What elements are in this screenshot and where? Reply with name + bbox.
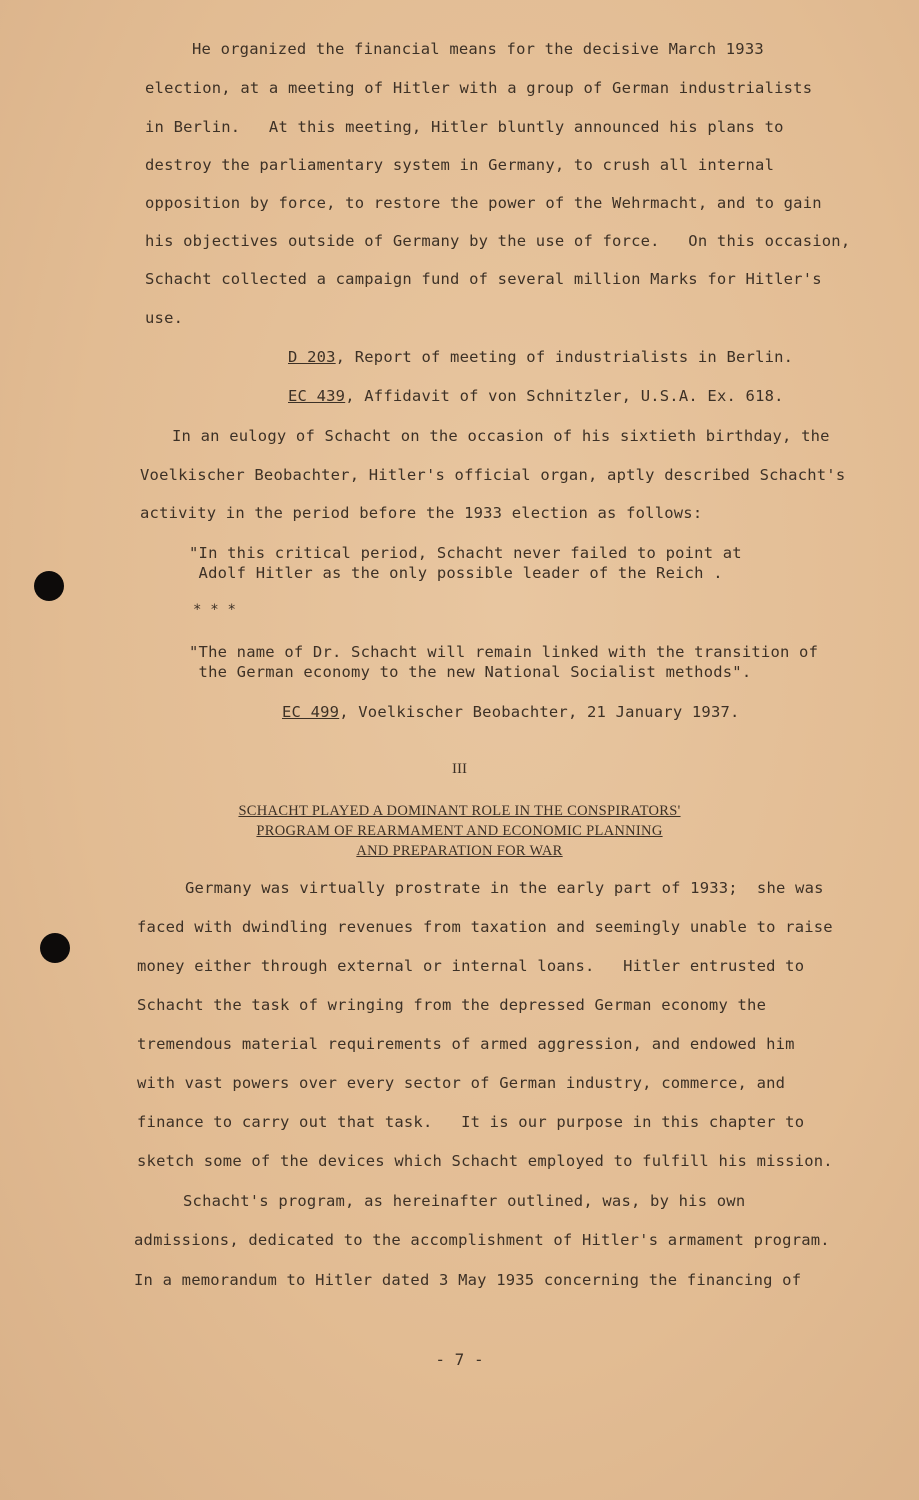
- body-text-line: election, at a meeting of Hitler with a group of German industrialists: [145, 79, 813, 97]
- quote-line: the German economy to the new National Socialist methods".: [189, 663, 752, 681]
- body-text-line: activity in the period before the 1933 election as follows:: [140, 504, 703, 522]
- body-text-line: Germany was virtually prostrate in the early part of 1933; she was: [185, 879, 824, 897]
- citation-text: , Voelkischer Beobachter, 21 January 1937.: [339, 703, 740, 721]
- body-text-line: destroy the parliamentary system in Germany, to crush all internal: [145, 156, 775, 174]
- citation: [282, 703, 740, 721]
- body-text-line: admissions, dedicated to the accomplishment of Hitler's armament program.: [134, 1231, 830, 1249]
- body-text-line: in Berlin. At this meeting, Hitler bluntly announced his plans to: [145, 118, 784, 136]
- citation-ref: D 203: [288, 348, 336, 366]
- citation: [288, 387, 784, 405]
- section-heading-line: AND PREPARATION FOR WAR: [356, 843, 563, 859]
- citation-ref: EC 499: [282, 703, 340, 721]
- body-text-line: In an eulogy of Schacht on the occasion of his sixtieth birthday, the: [172, 427, 830, 445]
- punch-hole: [40, 933, 70, 963]
- body-text-line: Schacht collected a campaign fund of several million Marks for Hitler's: [145, 270, 822, 288]
- body-text-line: finance to carry out that task. It is our purpose in this chapter to: [137, 1113, 805, 1131]
- punch-hole: [34, 571, 64, 601]
- body-text-line: sketch some of the devices which Schacht employed to fulfill his mission.: [137, 1152, 833, 1170]
- body-text-line: tremendous material requirements of armed aggression, and endowed him: [137, 1035, 795, 1053]
- citation: [288, 348, 793, 366]
- section-heading-line: SCHACHT PLAYED A DOMINANT ROLE IN THE CONSPIRATORS': [238, 803, 681, 819]
- quote-line: "In this critical period, Schacht never failed to point at: [189, 544, 742, 562]
- page-number: - 7 -: [435, 1350, 484, 1369]
- body-text-line: Voelkischer Beobachter, Hitler's official organ, aptly described Schacht's: [140, 466, 846, 484]
- citation-ref: EC 439: [288, 387, 346, 405]
- body-text-line: Schacht the task of wringing from the depressed German economy the: [137, 996, 767, 1014]
- section-number: III: [452, 761, 467, 777]
- citation-text: , Affidavit of von Schnitzler, U.S.A. Ex. 618.: [345, 387, 784, 405]
- body-text-line: He organized the financial means for the decisive March 1933: [192, 40, 764, 58]
- citation-text: , Report of meeting of industrialists in Berlin.: [335, 348, 794, 366]
- body-text-line: opposition by force, to restore the power of the Wehrmacht, and to gain: [145, 194, 822, 212]
- body-text-line: use.: [145, 309, 184, 327]
- section-heading-line: PROGRAM OF REARMAMENT AND ECONOMIC PLANNING: [256, 823, 663, 839]
- quote-line: "The name of Dr. Schacht will remain linked with the transition of: [189, 643, 819, 661]
- body-text-line: Schacht's program, as hereinafter outlined, was, by his own: [183, 1192, 746, 1210]
- body-text-line: with vast powers over every sector of German industry, commerce, and: [137, 1074, 786, 1092]
- quote-line: Adolf Hitler as the only possible leader of the Reich .: [189, 564, 723, 582]
- asterisk-separator: * * *: [193, 602, 237, 618]
- body-text-line: faced with dwindling revenues from taxation and seemingly unable to raise: [137, 918, 833, 936]
- body-text-line: his objectives outside of Germany by the use of force. On this occasion,: [145, 232, 851, 250]
- body-text-line: In a memorandum to Hitler dated 3 May 1935 concerning the financing of: [134, 1271, 802, 1289]
- body-text-line: money either through external or internal loans. Hitler entrusted to: [137, 957, 805, 975]
